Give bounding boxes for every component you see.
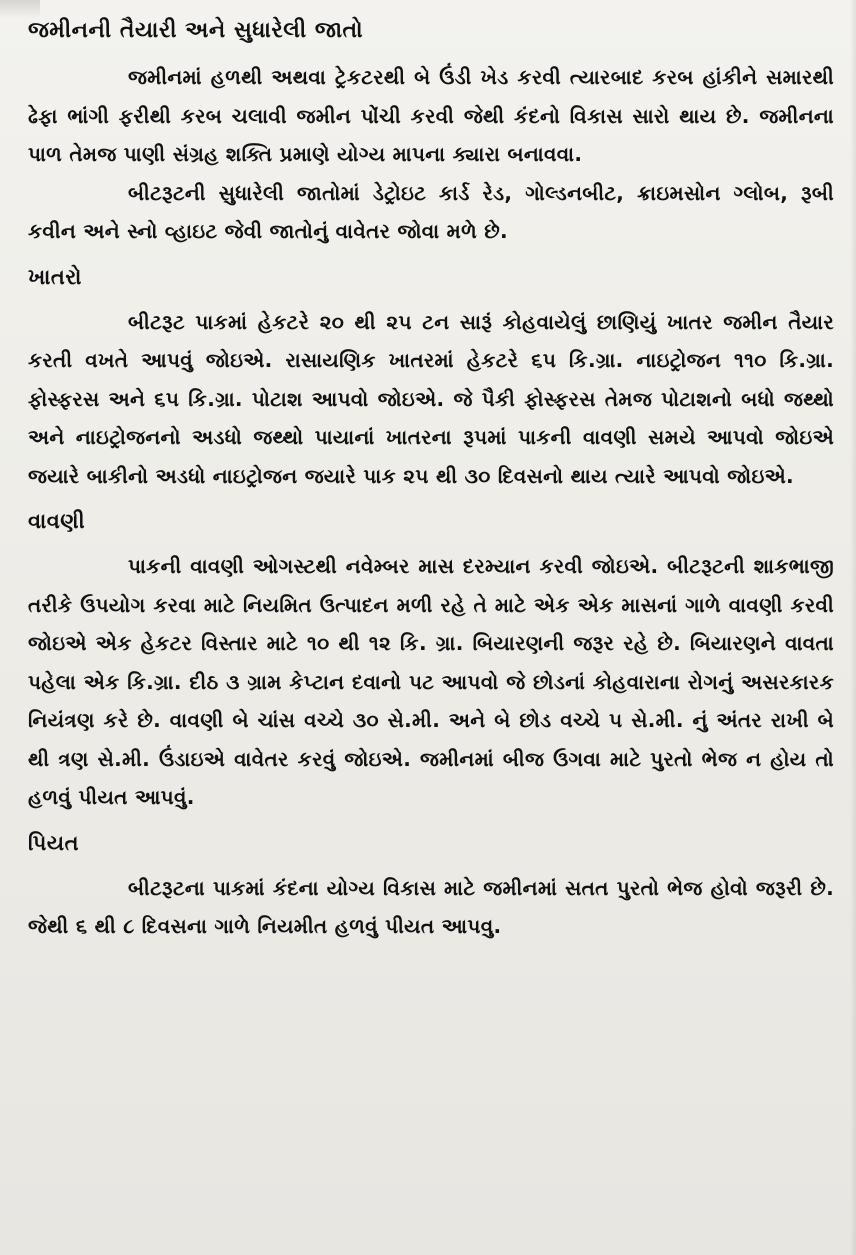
paragraph-sowing: પાકની વાવણી ઓગસ્ટથી નવેમ્બર માસ દરમ્યાન કરવી જોઇએ. બીટરૂટની શાકભાજી તરીકે ઉપયોગ કરવા માટે નિયમિત ઉત્પાદન મળી રહે તે માટે એક એક માસનાં ગાળે વાવણી કરવી જોઇએ એક હેકટર વિસ્તાર માટે ૧૦ થી ૧૨ કિ. ગ્રા. બિયારણની જરૂર રહે છે. બિયારણને વાવતા પહેલા એક કિ.ગ્રા. દીઠ ૩ ગ્રામ કેપ્ટાન દવાનો પટ આપવો જે છોડનાં કોહવારાના રોગનું અસરકારક નિયંત્રણ કરે છે. વાવણી બે ચાંસ વચ્ચે ૩૦ સે.મી. અને બે છોડ વચ્ચે ૫ સે.મી. નું અંતર રાખી બે થી ત્રણ સે.મી. ઉંડાઇએ વાવેતર કરવું જોઇએ. જમીનમાં બીજ ઉગવા માટે પુરતો ભેજ ન હોય તો હળવું પીયત આપવું. bbox=[28, 554, 834, 809]
heading-sowing: વાવણી bbox=[28, 509, 86, 533]
paragraph-fertilizers: બીટરૂટ પાકમાં હેકટરે ૨૦ થી ૨૫ ટન સારૂં કોહવાયેલું છાણિયું ખાતર જમીન તૈયાર કરતી વખતે આપવું જોઇએ. રાસાયણિક ખાતરમાં હેકટરે ૬૫ કિ.ગ્રા. નાઇટ્રોજન ૧૧૦ કિ.ગ્રા. ફોસ્ફરસ અને ૬૫ કિ.ગ્રા. પોટાશ આપવો જોઇએ. જે પૈકી ફોસ્ફરસ તેમજ પોટાશનો બધો જથ્થો અને નાઇટ્રોજનનો અડધો જથ્થો પાયાનાં ખાતરના રૂપમાં પાકની વાવણી સમયે આપવો જોઇએ જયારે બાકીનો અડધો નાઇટ્રોજન જયારે પાક ૨૫ થી ૩૦ દિવસનો થાય ત્યારે આપવો જોઇએ. bbox=[28, 309, 834, 488]
page-edge-shadow bbox=[850, 0, 856, 1255]
heading-irrigation: પિયત bbox=[28, 830, 79, 855]
paragraph-improved-varieties: બીટરૂટની સુધારેલી જાતોમાં ડેટ્રોઇટ કાર્ડ રેડ, ગોલ્ડનબીટ, ક્રાઇમસોન ગ્લોબ, રૂબી કવીન અને સ્નો વ્હાઇટ જેવી જાતોનું વાવેતર જોવા મળે છે. bbox=[28, 180, 834, 243]
heading-land-preparation: જમીનની તૈયારી અને સુધારેલી જાતો bbox=[28, 18, 364, 43]
paragraph-irrigation: બીટરૂટના પાકમાં કંદના યોગ્ય વિકાસ માટે જમીનમાં સતત પુરતો ભેજ હોવો જરૂરી છે. જેથી ૬ થી ૮ દિવસના ગાળે નિયમીત હળવું પીયત આપવુ. bbox=[28, 875, 834, 938]
heading-fertilizers: ખાતરો bbox=[28, 264, 82, 289]
paragraph-land-preparation: જમીનમાં હળથી અથવા ટ્રેકટરથી બે ઉંડી ખેડ કરવી ત્યારબાદ કરબ હાંકીને સમારથી ઢેફા ભાંગી ફરીથી કરબ ચલાવી જમીન પોંચી કરવી જેથી કંદનો વિકાસ સારો થાય છે. જમીનના પાળ તેમજ પાણી સંગ્રહ શક્તિ પ્રમાણે યોગ્ય માપના ક્યારા બનાવવા. bbox=[28, 65, 834, 166]
scan-shadow bbox=[0, 0, 40, 18]
